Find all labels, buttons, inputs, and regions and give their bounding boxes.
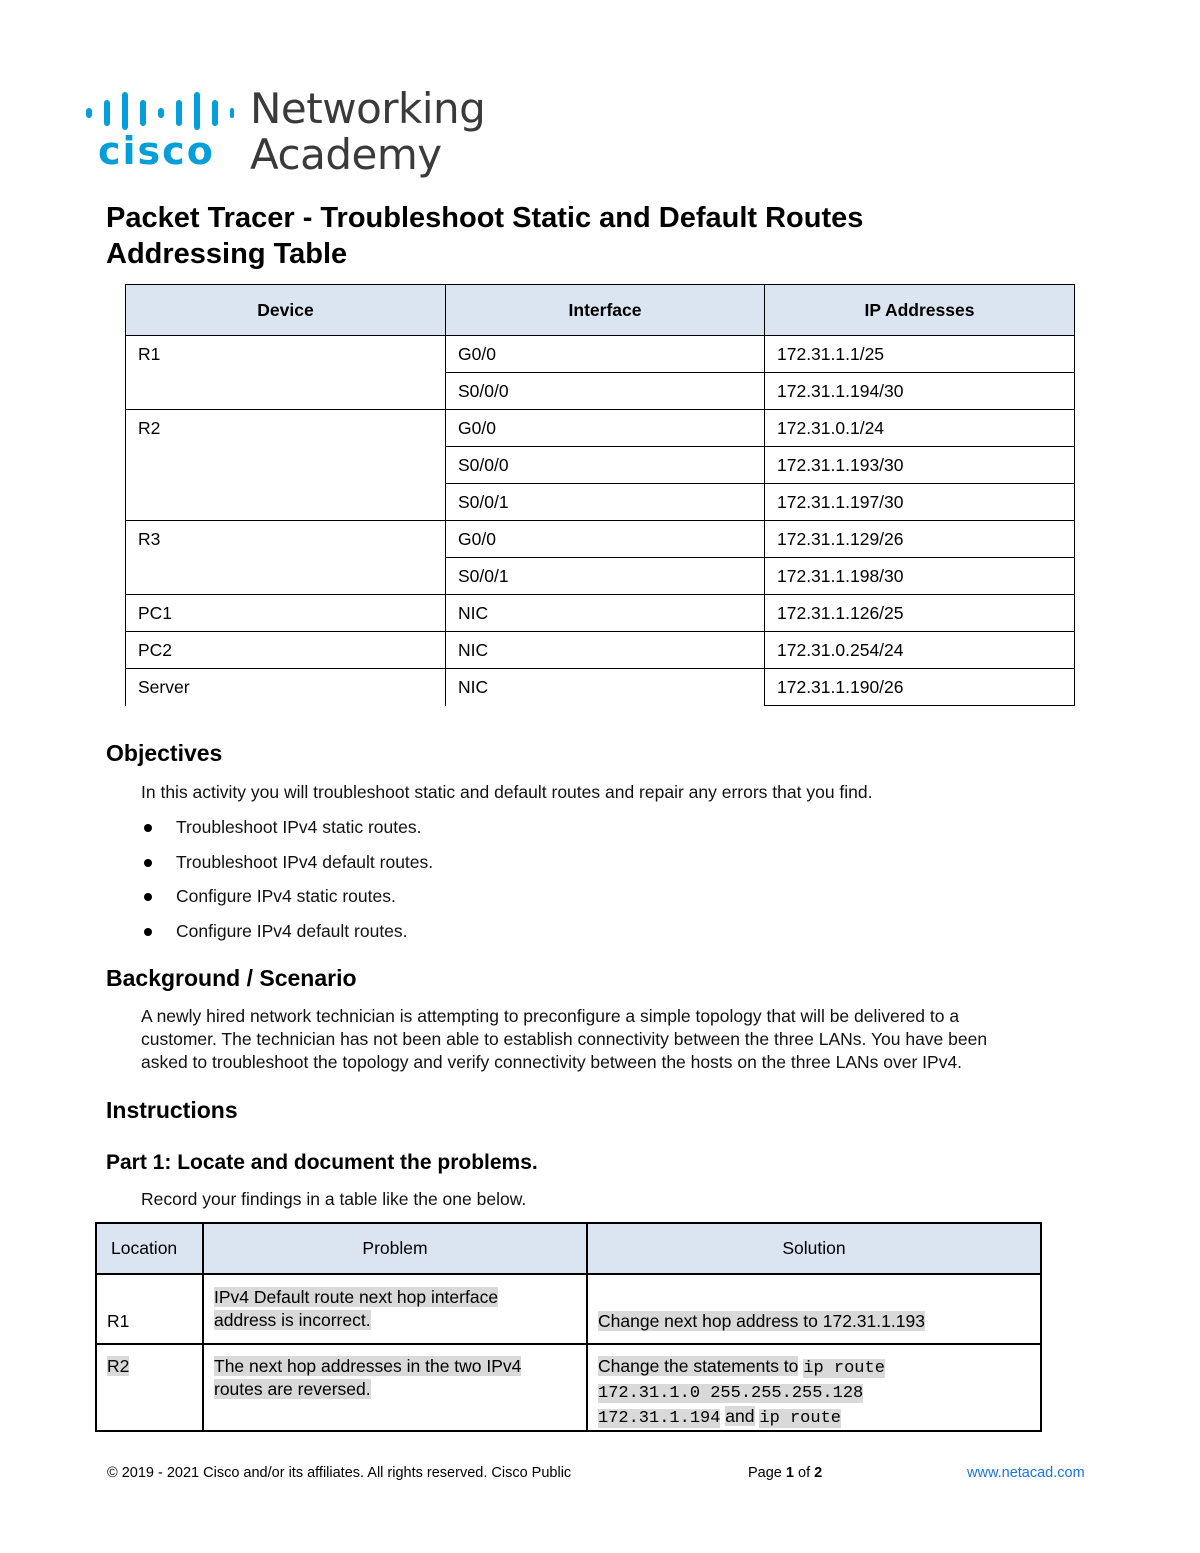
ip-cell: 172.31.1.190/26 [765, 669, 1075, 706]
table-row [126, 669, 1075, 706]
ip-cell: 172.31.1.194/30 [765, 373, 1075, 410]
bullet-icon [144, 859, 152, 867]
table-row [126, 521, 1075, 558]
interface-cell: NIC [446, 669, 765, 706]
table-row [96, 1344, 1041, 1431]
header-location: Location [96, 1223, 203, 1274]
footer-copyright: © 2019 - 2021 Cisco and/or its affiliates. All rights reserved. Cisco Public [107, 1465, 572, 1481]
cisco-networking-academy-logo [84, 84, 486, 184]
device-cell: PC2 [126, 632, 446, 669]
ip-cell: 172.31.1.129/26 [765, 521, 1075, 558]
addressing-table [125, 284, 1075, 706]
part1-heading: Part 1: Locate and document the problems. [106, 1151, 538, 1174]
table-row [126, 632, 1075, 669]
interface-cell: G0/0 [446, 336, 765, 373]
header-ip: IP Addresses [765, 285, 1075, 336]
findings-table-header [96, 1223, 1041, 1274]
interface-cell: S0/0/0 [446, 447, 765, 484]
interface-cell: NIC [446, 632, 765, 669]
instructions-heading: Instructions [106, 1097, 238, 1123]
problem-cell: The next hop addresses in the two IPv4 routes are reversed. [203, 1344, 587, 1431]
bullet-icon [144, 893, 152, 901]
list-item: Troubleshoot IPv4 default routes. [141, 850, 433, 885]
header-interface: Interface [446, 285, 765, 336]
part1-text: Record your findings in a table like the one below. [141, 1189, 527, 1209]
title-line-1: Packet Tracer - Troubleshoot Static and Default Routes [106, 202, 864, 234]
interface-cell: S0/0/0 [446, 373, 765, 410]
footer-netacad-link[interactable]: www.netacad.com [967, 1465, 1085, 1481]
device-cell: R2 [126, 410, 446, 521]
interface-cell: S0/0/1 [446, 484, 765, 521]
list-item: Configure IPv4 default routes. [141, 919, 433, 954]
addressing-table-header [126, 285, 1075, 336]
logo-networking-text: Networking [250, 84, 486, 133]
ip-cell: 172.31.1.126/25 [765, 595, 1075, 632]
header-device: Device [126, 285, 446, 336]
table-row [96, 1274, 1041, 1344]
footer-page-number: Page 1 of 2 [748, 1465, 823, 1481]
page-title [106, 200, 863, 272]
logo-academy-text: Academy [250, 130, 442, 179]
header-solution: Solution [587, 1223, 1041, 1274]
location-cell: R1 [96, 1274, 203, 1344]
background-heading: Background / Scenario [106, 965, 357, 991]
ip-cell: 172.31.1.193/30 [765, 447, 1075, 484]
problem-cell: IPv4 Default route next hop interface address is incorrect. [203, 1274, 587, 1344]
ip-cell: 172.31.1.198/30 [765, 558, 1075, 595]
bullet-icon [144, 824, 152, 832]
svg-text:cisco: cisco [98, 134, 215, 172]
objectives-intro: In this activity you will troubleshoot static and default routes and repair any errors that you find. [141, 782, 873, 802]
findings-table [95, 1222, 1042, 1432]
ip-cell: 172.31.1.1/25 [765, 336, 1075, 373]
table-row [126, 595, 1075, 632]
title-line-2: Addressing Table [106, 238, 348, 270]
background-paragraph: A newly hired network technician is attempting to preconfigure a simple topology that will be delivered to a customer. The technician has not been able to establish connectivity between the three LANs. You have been asked to troubleshoot the topology and verify connectivity between the hosts on the three LANs over IPv4. [141, 1006, 988, 1072]
device-cell: R3 [126, 521, 446, 595]
objectives-heading: Objectives [106, 740, 223, 766]
table-row [126, 336, 1075, 373]
cisco-wordmark [98, 134, 238, 172]
interface-cell: S0/0/1 [446, 558, 765, 595]
table-row [126, 410, 1075, 447]
objectives-list [141, 815, 433, 953]
bullet-icon [144, 928, 152, 936]
device-cell: R1 [126, 336, 446, 410]
solution-cell: Change the statements to ip route 172.31.1.0 255.255.255.128 172.31.1.194 and ip route [587, 1344, 1041, 1431]
cisco-bars-icon [84, 92, 234, 130]
device-cell: PC1 [126, 595, 446, 632]
ip-cell: 172.31.0.254/24 [765, 632, 1075, 669]
list-item: Configure IPv4 static routes. [141, 884, 433, 919]
ip-cell: 172.31.0.1/24 [765, 410, 1075, 447]
ip-cell: 172.31.1.197/30 [765, 484, 1075, 521]
interface-cell: G0/0 [446, 521, 765, 558]
list-item: Troubleshoot IPv4 static routes. [141, 815, 433, 850]
header-problem: Problem [203, 1223, 587, 1274]
interface-cell: G0/0 [446, 410, 765, 447]
device-cell: Server [126, 669, 446, 706]
solution-cell: Change next hop address to 172.31.1.193 [587, 1274, 1041, 1344]
location-cell: R2 [96, 1344, 203, 1431]
interface-cell: NIC [446, 595, 765, 632]
